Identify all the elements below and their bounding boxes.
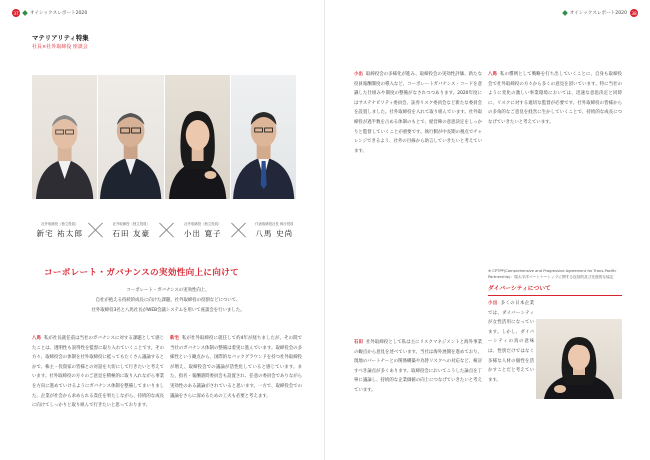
participant-photo-1: [32, 75, 97, 199]
participant-name: 新宅 祐太郎: [36, 229, 83, 238]
right-running-header: [563, 9, 638, 17]
brand-logo-icon: [22, 10, 28, 16]
diversity-heading: ダイバーシティについて: [488, 283, 622, 296]
body-column-left-1: [32, 334, 164, 411]
article-headline: コーポレート・ガバナンスの実効性向上に向けて: [44, 268, 239, 278]
speaker-label: 小出: [354, 72, 363, 77]
participant-photo-strip: [32, 75, 296, 199]
participant-name-row: [32, 218, 302, 242]
participant-name: 八馬 史尚: [255, 229, 294, 238]
portrait-illustration: [32, 75, 97, 199]
body-column-right-3: [488, 299, 534, 385]
portrait-illustration: [231, 75, 296, 199]
body-text: 私が社長就任前は当社のガバナンスに対する課題として感じたことは、透明性も説得性を監督に取り入れていくことです。その方々、取締役会の体制を社外取締役に抵ってもたくさん議論するとかで、株主・投資家の皆様との対話を大切にして行きたいと考えています。社外取締役の方々のご意見を積極的に取り入れながら事業を方向に進めていけるようにガバナンス体制を整備してまいりました。企業が社会から求められる責任を果たしながら、持続的な成長に向けてしっかりと取り組んで行きたいと思っております。: [32, 336, 164, 409]
participant-role: 社外取締役（独立役員）: [41, 222, 79, 226]
section-subtitle: 社長×社外取締役 座談会: [32, 44, 88, 50]
portrait-illustration: [536, 319, 622, 399]
left-running-header: [12, 9, 87, 17]
participant-photo-3: [165, 75, 230, 199]
speaker-label: 石田: [354, 340, 363, 345]
participant-name: 石田 友豪: [112, 229, 151, 238]
participant-name-4: [247, 221, 303, 239]
cross-divider-icon: [88, 222, 104, 238]
lead-line: 自社が抱える持続的成長に向けた課題、社外取締役の役割などについて、: [95, 298, 241, 303]
body-column-right-1b: [354, 338, 482, 396]
body-text: 私の慣例として戦略を打ち出していくことに、自身も取締役会で社外取締役の方々から多くの意見を頂いています。特に当社のように変化の激しい事業環境においては、迅速な意思決定と同時に、リスクに対する適切な監督が必要です。社外取締役の皆様からの多角的なご意見を経営に生かしていくことで、持続的な成長につなげていきたいと考えています。: [488, 72, 622, 125]
participant-photo-2: [98, 75, 163, 199]
body-text: 多くの日本企業では、ダイバーシティが女性活用になっています。しかし、ダイバーシティの真の意味は、性別だけではなく多様な人材の個性を活かすことだと考えています。: [488, 301, 534, 383]
body-column-left-2: [170, 334, 302, 401]
footnote: ※ CPTPP(Comprehensive and Progressive Agreement for Trans-Pacific Partnership)：環太平洋パートナーシップに関する包括的及び先進的な協定: [488, 269, 617, 279]
page-fold: [324, 0, 325, 460]
participant-photo-4: [231, 75, 296, 199]
participant-name-1: [32, 221, 88, 239]
section-title: マテリアリティ特集: [32, 34, 89, 42]
speaker-label: 小出: [488, 301, 498, 306]
participant-role: 代表取締役社長 執行役員: [255, 222, 294, 226]
participant-role: 社外取締役（独立役員）: [184, 222, 222, 226]
participant-name-2: [104, 221, 160, 239]
body-text: 社外取締役として私は主にリスクマネジメントと海外事業の観点から意見を述べています。当社は海外展開を進めており、現地のパートナーとの関係構築や為替リスクへの対応など、検討すべき論点が多くあります。取締役会においてこうした論点を丁寧に議論し、持続的な企業価値の向上につなげていきたいと考えています。: [354, 340, 482, 393]
lead-line: コーポレート・ガバナンスの実効性向上、: [126, 288, 210, 293]
lead-line: 社外取締役3名と八馬社長がWEB会議システムを用いて座談会を行いました。: [91, 308, 245, 313]
speaker-label: 八馬: [32, 336, 41, 341]
participant-name-3: [175, 221, 231, 239]
participant-name: 小出 寛子: [183, 229, 222, 238]
body-text: 私が社外取締役に就任して約4年が経ちましたが、その間で当社のガバナンス体制の整備は着実に進んでいます。取締役会の多様性という観点から、国際的なバックグラウンドを持つ社外取締役が増え、取締役会での議論が活性化していると感じています。また、指名・報酬諮問委員会も設置され、任意の委員会でありながら実効性のある議論がされていると思います。一方で、取締役会での議論をさらに深めるための工夫も必要と考えます。: [170, 336, 302, 399]
participant-role: 社外取締役（独立役員）: [112, 222, 150, 226]
body-column-right-2: [488, 70, 622, 128]
speaker-label: 八馬: [488, 72, 498, 77]
report-title: オイシックスレポート2020: [30, 11, 88, 16]
cross-divider-icon: [231, 222, 247, 238]
speaker-label: 新宅: [170, 336, 180, 341]
speaker-photo: [536, 319, 622, 399]
body-text: 取締役会の多様化が進み、取締役会の実効性評価、新たな役員報酬制度の導入など、コーポレートガバナンス・コードを意識した仕組みや制度の整備がなされつつあります。2020年度にはサステナビリティ委員会、証券リスク委員会など新たな委員会を設置しました。社外取締役を入れて取り組んでいます。社外取締役が過半数を占める体制のもとで、経営陣の意思決定をしっかりと監督していくことが重要です。執行側が中長期の視点でチャレンジできるよう、社外の目線から助言していきたいと考えています。: [354, 72, 482, 154]
article-lead: [46, 286, 290, 316]
left-page-number: 37: [13, 10, 19, 16]
portrait-illustration: [165, 75, 230, 199]
right-page-number: 38: [631, 10, 637, 16]
report-title: オイシックスレポート2020: [569, 11, 627, 16]
cross-divider-icon: [159, 222, 175, 238]
body-column-right-1: [354, 70, 482, 156]
brand-logo-icon: [562, 10, 568, 16]
portrait-illustration: [98, 75, 163, 199]
